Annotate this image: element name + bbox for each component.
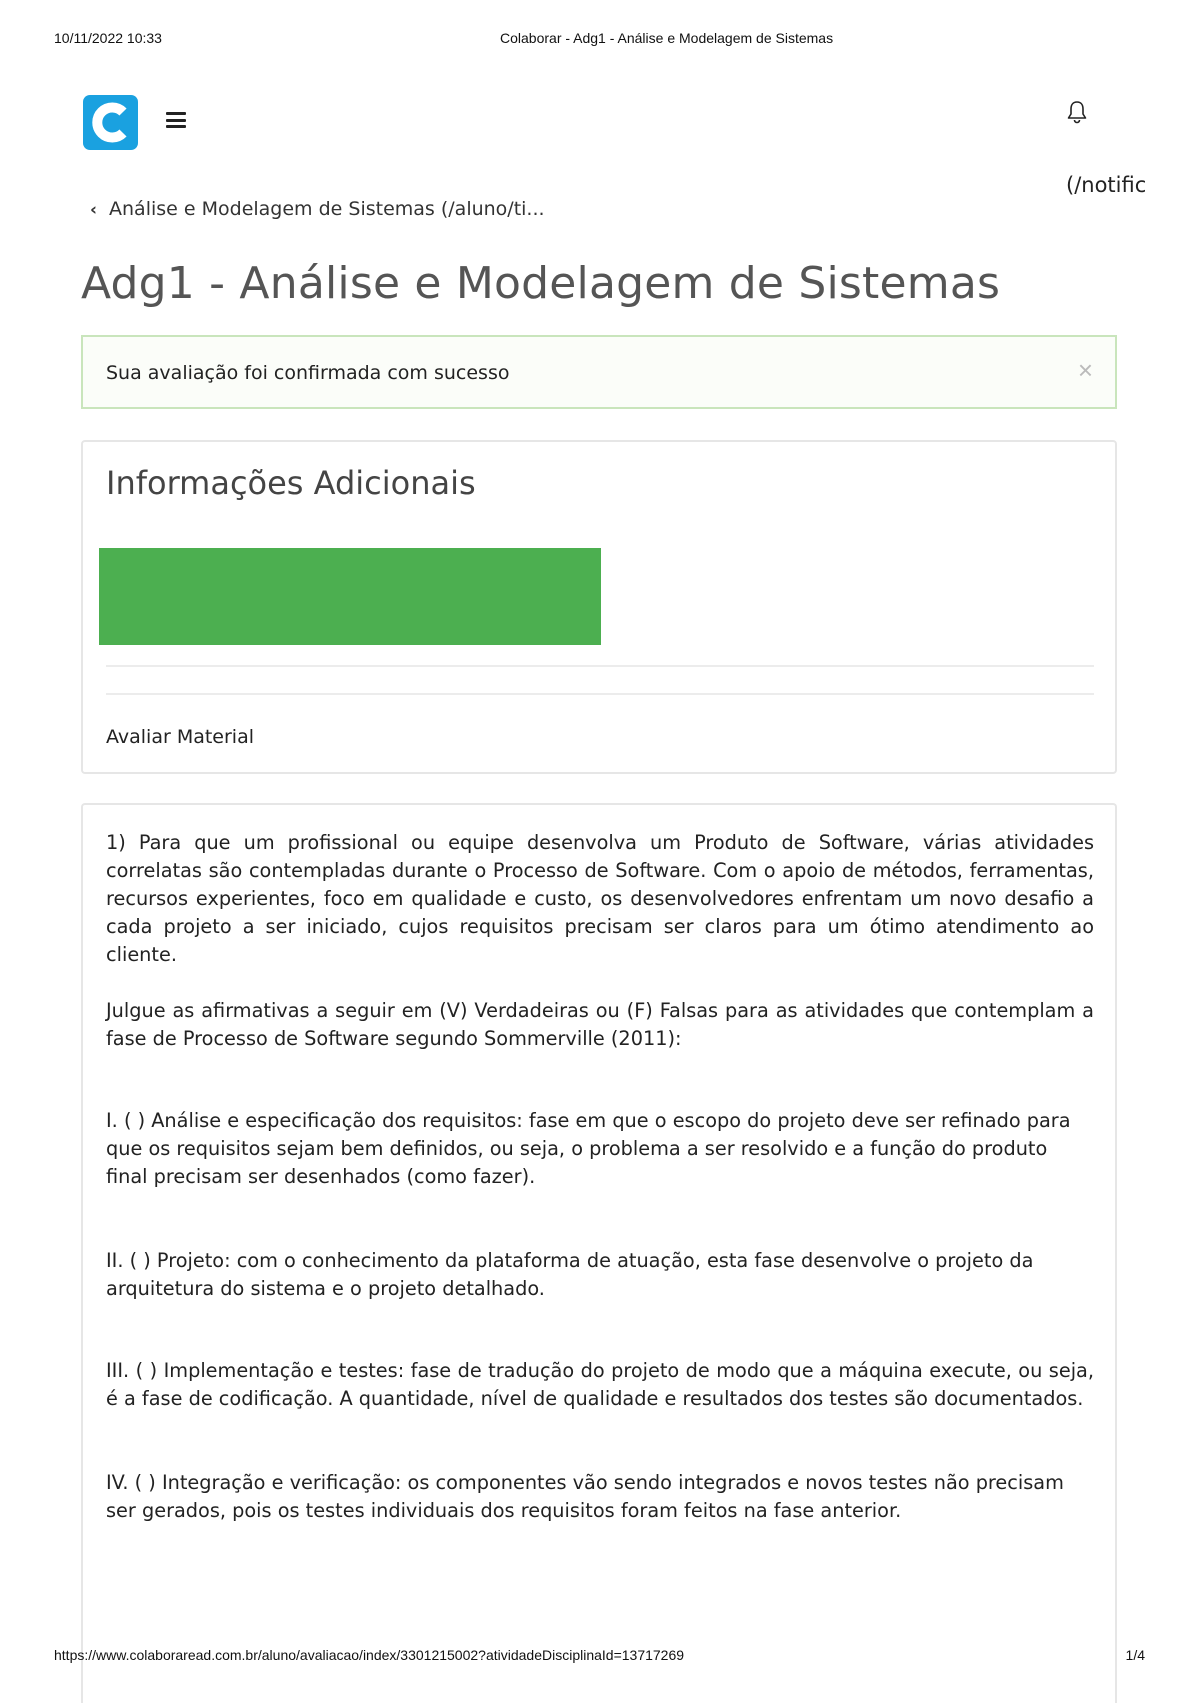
rate-material-link[interactable]: Avaliar Material: [106, 726, 255, 748]
print-url: https://www.colaboraread.com.br/aluno/avaliacao/index/3301215002?atividadeDisciplinaId=13717269: [54, 1647, 685, 1663]
question-instruction: Julgue as afirmativas a seguir em (V) Verdadeiras ou (F) Falsas para as atividades que contemplam a fase de Processo de Software segundo Sommerville (2011):: [106, 999, 1094, 1050]
divider: [106, 665, 1094, 667]
divider: [106, 693, 1094, 695]
breadcrumb[interactable]: [90, 198, 545, 220]
statement-4: IV. ( ) Integração e verificação: os componentes vão sendo integrados e novos testes não precisam ser gerados, pois os testes individuais dos requisitos foram feitos na fase anterior.: [106, 1471, 1064, 1522]
colaborar-logo-icon[interactable]: [83, 95, 138, 150]
bell-icon[interactable]: [1066, 100, 1088, 124]
breadcrumb-text: Análise e Modelagem de Sistemas (/aluno/ti...: [109, 198, 545, 220]
hamburger-menu-icon[interactable]: [166, 112, 186, 128]
info-card: [81, 440, 1117, 774]
info-card-title: Informações Adicionais: [106, 464, 476, 502]
statement-2: II. ( ) Projeto: com o conhecimento da plataforma de atuação, esta fase desenvolve o projeto da arquitetura do sistema e o projeto detalhado.: [106, 1249, 1034, 1300]
page-title: Adg1 - Análise e Modelagem de Sistemas: [81, 258, 1001, 309]
print-datetime: 10/11/2022 10:33: [54, 30, 162, 46]
statement-1: I. ( ) Análise e especificação dos requisitos: fase em que o escopo do projeto deve ser refinado para que os requisitos sejam bem definidos, ou seja, o problema a ser resolvido e a função do produto final precisam ser desenhados (como fazer).: [106, 1109, 1071, 1188]
green-banner: [99, 548, 601, 645]
page-number: 1/4: [1125, 1647, 1145, 1663]
question-card: [81, 803, 1117, 1703]
close-icon[interactable]: ×: [1077, 355, 1093, 385]
notifications-link[interactable]: (/notific: [1066, 173, 1147, 197]
chevron-left-icon: ‹: [90, 200, 98, 220]
success-alert: [81, 335, 1117, 409]
question-intro: 1) Para que um profissional ou equipe desenvolva um Produto de Software, várias atividades correlatas são contempladas durante o Processo de Software. Com o apoio de métodos, ferramentas, recursos experientes, foco em qualidade e custo, os desenvolvedores enfrentam um novo desafio a cada projeto a ser iniciado, cujos requisitos precisam ser claros para um ótimo atendimento ao cliente.: [106, 831, 1094, 966]
print-page-title: Colaborar - Adg1 - Análise e Modelagem de Sistemas: [500, 30, 834, 46]
alert-message: Sua avaliação foi confirmada com sucesso: [106, 362, 510, 384]
statement-3: III. ( ) Implementação e testes: fase de tradução do projeto de modo que a máquina execute, ou seja, é a fase de codificação. A quantidade, nível de qualidade e resultados dos testes são documentados.: [106, 1359, 1094, 1410]
